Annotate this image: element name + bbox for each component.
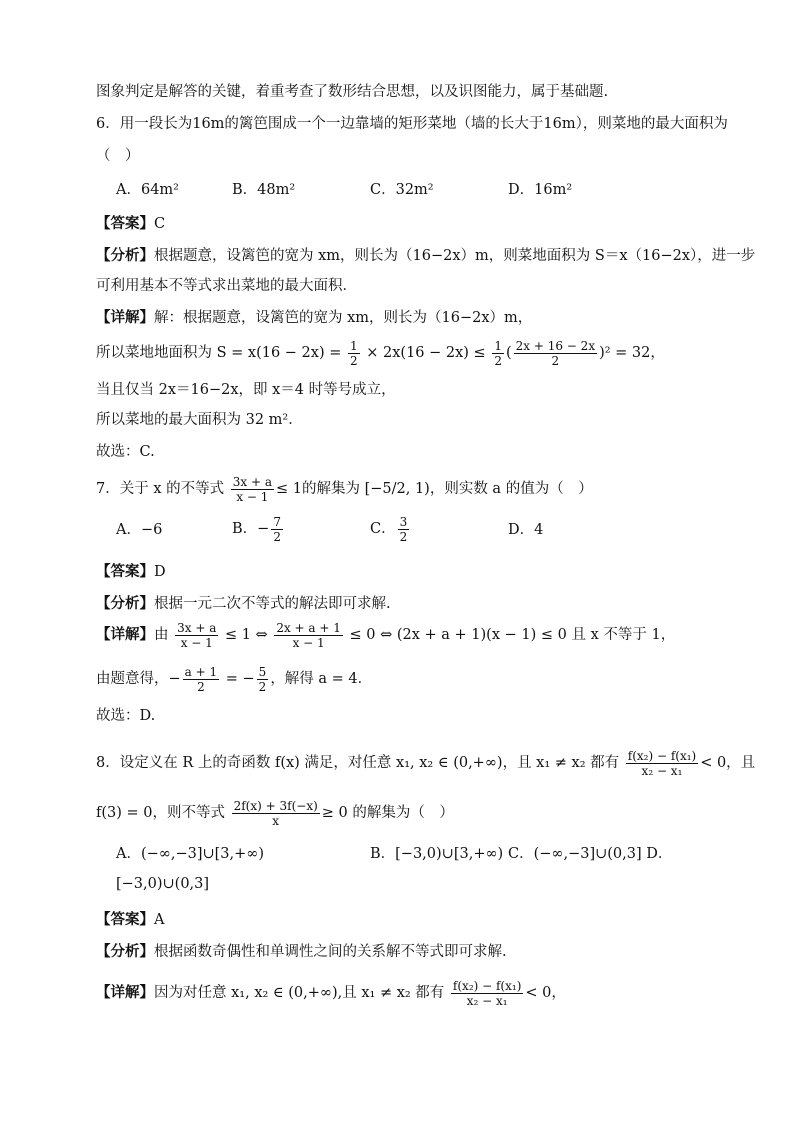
q7-option-b: B．− $\frac{7}{2}$: [232, 514, 281, 544]
question-6-paren: （ ）: [96, 148, 140, 164]
q6-answer: C: [154, 216, 166, 232]
q8-analysis-line: [96, 942, 507, 962]
fraction-q7-transformed: $\frac{2x + a + 1}{x - 1}$: [276, 620, 341, 650]
q7-answer: D: [154, 564, 166, 580]
q7-choice: 故选：D.: [96, 708, 156, 724]
q6-detail-line: [96, 308, 532, 328]
fraction-q7: $\frac{3x + a}{x - 1}$: [232, 474, 272, 504]
q8-option-a: A．(−∞,−3]∪[3,+∞): [116, 846, 265, 862]
q6-choice: 故选：C.: [96, 444, 155, 460]
stem-text: ≤ 1的解集为: [275, 481, 360, 497]
q6-detail-equality: 当且仅当 2x＝16−2x，即 x＝4 时等号成立，: [96, 382, 396, 398]
analysis-tag: 【分析】: [96, 943, 154, 960]
q6-option-b: B．48m²: [232, 182, 296, 198]
stem-text: < 0，且: [700, 755, 756, 771]
q8-option-c: C．(−∞,−3]∪(0,3] D．: [508, 846, 673, 862]
answer-tag: 【答案】: [96, 563, 154, 580]
answer-tag: 【答案】: [96, 911, 154, 928]
q7-option-c: C． $\frac{3}{2}$: [370, 514, 408, 544]
q6-option-a: A．64m²: [116, 182, 179, 198]
q6-analysis-cont: 可利用基本不等式求出菜地的最大面积．: [96, 278, 357, 294]
q6-analysis-line: [96, 246, 755, 266]
question-7-stem: [96, 474, 593, 504]
text-line: 图象判定是解答的关键，着重考查了数形结合思想，以及识图能力，属于基础题.: [96, 84, 609, 100]
q8-answer-line: [96, 910, 164, 930]
fraction-monotonic: $\frac{\text{f(x₂) − f(x₁)}}{\text{x₂ − x₁}}$: [452, 978, 522, 1008]
detail-text: 由题意得，−: [96, 671, 181, 687]
detail-text: = −: [225, 671, 255, 687]
q6-option-c: C．32m²: [370, 182, 434, 198]
q6-analysis: 根据题意，设篱笆的宽为 xm，则长为（16−2x）m，则菜地面积为 S＝x（16−2x），进一步: [154, 248, 756, 264]
stem-text: 8．设定义在 R 上的奇函数 f(x) 满足，对任意 x₁, x₂ ∈ (0,+∞)，且 x₁ ≠ x₂ 都有: [96, 755, 620, 771]
q6-detail-result: 所以菜地的最大面积为 32 m²．: [96, 412, 303, 428]
q8-detail-line: [96, 978, 566, 1008]
question-8-stem-cont: [96, 798, 454, 828]
detail-tag: 【详解】: [96, 626, 154, 643]
q6-answer-line: [96, 214, 165, 234]
q7-option-a: A．−6: [116, 522, 163, 538]
q8-option-b: B．[−3,0)∪[3,+∞): [370, 846, 504, 862]
interval: [−5/2, 1): [364, 481, 430, 497]
formula-text: × 2x(16 − 2x) ≤: [366, 345, 486, 361]
detail-text: < 0，: [525, 985, 566, 1001]
q7-answer-line: [96, 562, 166, 582]
answer-tag: 【答案】: [96, 215, 154, 232]
stem-text: ≥ 0 的解集为（ ）: [321, 805, 454, 821]
q6-option-d: D．16m²: [508, 182, 573, 198]
q7-detail-line: [96, 620, 675, 650]
detail-tag: 【详解】: [96, 309, 154, 326]
formula-text: )² = 32，: [599, 345, 665, 361]
detail-text: ，解得 a = 4．: [270, 671, 373, 687]
analysis-tag: 【分析】: [96, 595, 154, 612]
q8-option-d: [−3,0)∪(0,3]: [116, 876, 210, 892]
formula-text: (: [505, 345, 512, 361]
fraction: $\frac{5}{2}$: [258, 664, 267, 694]
fraction-half: $\frac{1}{2}$: [350, 338, 358, 368]
q6-detail-formula: [96, 338, 665, 368]
q8-answer: A: [154, 912, 165, 928]
stem-text: f(3) = 0，则不等式: [96, 805, 225, 821]
question-6-stem: 6．用一段长为16m的篱笆围成一个一边靠墙的矩形菜地（墙的长大于16m），则菜地的最大面积为: [96, 116, 728, 132]
stem-text: 7．关于 x 的不等式: [96, 481, 225, 497]
fraction-half: $\frac{1}{2}$: [494, 338, 502, 368]
q6-detail: 解：根据题意，设篱笆的宽为 xm，则长为（16−2x）m，: [154, 310, 533, 326]
fraction-q7: $\frac{3x + a}{x - 1}$: [177, 620, 217, 650]
detail-text: 因为对任意 x₁, x₂ ∈ (0,+∞),且 x₁ ≠ x₂ 都有: [154, 985, 445, 1001]
fraction-monotonic: $\frac{\text{f(x₂) − f(x₁)}}{\text{x₂ − x₁}}$: [627, 748, 697, 778]
formula-text: 所以菜地地面积为 S = x(16 − 2x) =: [96, 345, 342, 361]
q7-analysis-line: [96, 594, 391, 614]
question-8-stem: [96, 748, 755, 778]
detail-text: ≤ 1 ⇔: [224, 627, 268, 643]
fraction: $\frac{a + 1}{2}$: [184, 664, 218, 694]
detail-tag: 【详解】: [96, 984, 154, 1001]
q7-analysis: 根据一元二次不等式的解法即可求解.: [154, 596, 391, 612]
analysis-tag: 【分析】: [96, 247, 154, 264]
q8-analysis: 根据函数奇偶性和单调性之间的关系解不等式即可求解.: [154, 944, 507, 960]
q7-option-d: D．4: [508, 522, 544, 538]
detail-text: 由: [154, 627, 169, 643]
q7-detail-solve: [96, 664, 372, 694]
stem-text: ，则实数 a 的值为（ ）: [429, 481, 593, 497]
fraction-mean: $\frac{2x + 16 - 2x}{2}$: [515, 338, 596, 368]
fraction-inequality: $\frac{2f(x) + 3f(-x)}{x}$: [233, 798, 318, 828]
detail-text: ≤ 0 ⇔ (2x + a + 1)(x − 1) ≤ 0 且 x 不等于 1，: [349, 627, 676, 643]
